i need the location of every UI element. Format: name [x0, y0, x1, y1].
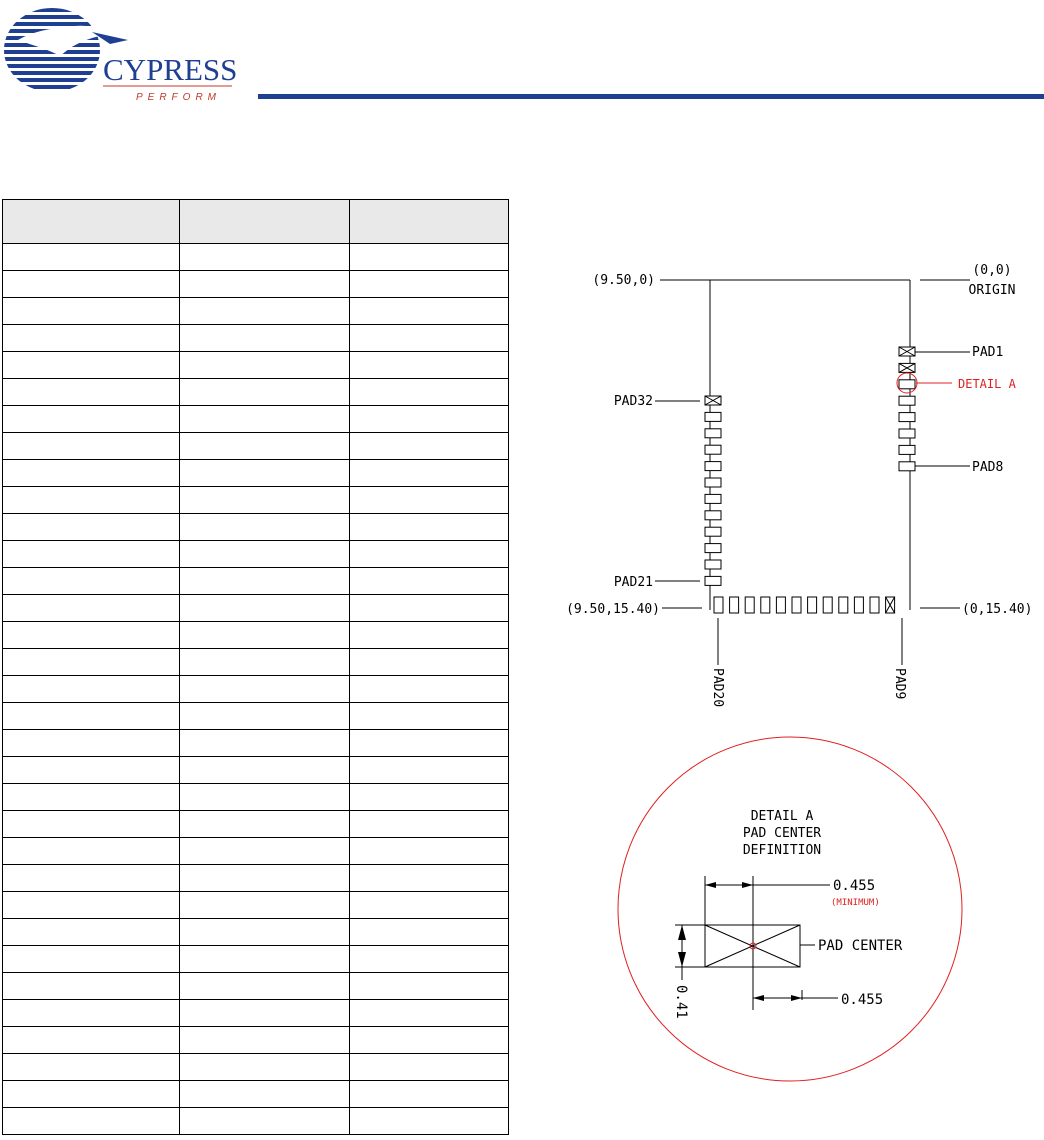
- pad9-label: PAD9: [892, 668, 907, 700]
- table-cell: [3, 568, 180, 595]
- table-header-cell: [3, 200, 180, 244]
- table-row: [3, 541, 509, 568]
- table-row: [3, 595, 509, 622]
- table-row: [3, 622, 509, 649]
- table-row: [3, 811, 509, 838]
- table-cell: [3, 244, 180, 271]
- table-cell: [350, 433, 509, 460]
- table-row: [3, 946, 509, 973]
- table-cell: [3, 622, 180, 649]
- pad-left: [705, 576, 721, 585]
- table-cell: [180, 892, 350, 919]
- table-cell: [3, 541, 180, 568]
- table-cell: [3, 892, 180, 919]
- table-cell: [180, 379, 350, 406]
- cypress-logo: [0, 0, 250, 108]
- table-cell: [350, 865, 509, 892]
- table-cell: [350, 1000, 509, 1027]
- table-row: [3, 730, 509, 757]
- dim-top-value: 0.455: [833, 878, 876, 894]
- table-cell: [3, 730, 180, 757]
- table-cell: [3, 649, 180, 676]
- table-row: [3, 892, 509, 919]
- table-cell: [180, 1081, 350, 1108]
- dim-top-note: (MINIMUM): [831, 898, 880, 908]
- pad-right: [899, 462, 915, 471]
- pad-bottom: [730, 597, 739, 613]
- pad-left: [705, 462, 721, 471]
- table-cell: [180, 919, 350, 946]
- origin-label: ORIGIN: [968, 283, 1016, 298]
- table-cell: [180, 865, 350, 892]
- table-cell: [350, 271, 509, 298]
- table-cell: [180, 838, 350, 865]
- pad-left: [705, 544, 721, 553]
- table-cell: [350, 352, 509, 379]
- table-cell: [180, 406, 350, 433]
- table-cell: [180, 487, 350, 514]
- pad-right: [899, 429, 915, 438]
- header-rule: [258, 94, 1044, 99]
- table-cell: [3, 352, 180, 379]
- table-cell: [350, 514, 509, 541]
- table-cell: [3, 406, 180, 433]
- table-cell: [3, 919, 180, 946]
- table-cell: [3, 838, 180, 865]
- table-row: [3, 865, 509, 892]
- table-cell: [180, 703, 350, 730]
- table-cell: [180, 298, 350, 325]
- pad-left: [705, 511, 721, 520]
- pad32-label: PAD32: [613, 394, 653, 409]
- table-cell: [350, 649, 509, 676]
- pad-left: [705, 494, 721, 503]
- table-cell: [180, 1027, 350, 1054]
- table-cell: [350, 973, 509, 1000]
- table-cell: [350, 244, 509, 271]
- detail-a-circle: [618, 737, 962, 1081]
- table-cell: [350, 730, 509, 757]
- table-row: [3, 649, 509, 676]
- table-cell: [3, 1108, 180, 1135]
- pad1-label: PAD1: [972, 345, 1004, 360]
- pad-bottom: [839, 597, 848, 613]
- table-cell: [350, 703, 509, 730]
- detail-title-1: DETAIL A: [750, 809, 814, 824]
- dim-height-value: 0.41: [673, 985, 689, 1019]
- table-cell: [350, 1054, 509, 1081]
- table-cell: [350, 1108, 509, 1135]
- table-row: [3, 838, 509, 865]
- table-cell: [3, 271, 180, 298]
- table-row: [3, 379, 509, 406]
- table-cell: [180, 325, 350, 352]
- pad-bottom: [745, 597, 754, 613]
- brand-name: CYPRESS: [103, 52, 238, 87]
- table-cell: [350, 784, 509, 811]
- table-cell: [3, 1000, 180, 1027]
- table-row: [3, 784, 509, 811]
- table-row: [3, 1108, 509, 1135]
- table-cell: [3, 433, 180, 460]
- table-cell: [180, 595, 350, 622]
- detail-a-label: DETAIL A: [958, 377, 1016, 391]
- table-cell: [350, 460, 509, 487]
- table-cell: [180, 811, 350, 838]
- table-cell: [3, 298, 180, 325]
- table-row: [3, 460, 509, 487]
- table-cell: [3, 973, 180, 1000]
- table-cell: [180, 1108, 350, 1135]
- pad-bottom: [808, 597, 817, 613]
- coord-top-left: (9.50,0): [592, 273, 655, 288]
- table-cell: [350, 757, 509, 784]
- table-row: [3, 298, 509, 325]
- table-cell: [180, 568, 350, 595]
- table-cell: [350, 298, 509, 325]
- pad-bottom: [761, 597, 770, 613]
- brand-tagline: PERFORM: [136, 92, 221, 103]
- table-cell: [180, 757, 350, 784]
- table-cell: [180, 622, 350, 649]
- table-row: [3, 244, 509, 271]
- table-cell: [180, 649, 350, 676]
- table-cell: [3, 757, 180, 784]
- pad-right: [899, 396, 915, 405]
- table-cell: [3, 460, 180, 487]
- table-cell: [3, 487, 180, 514]
- table-cell: [350, 919, 509, 946]
- table-cell: [180, 271, 350, 298]
- table-cell: [3, 1081, 180, 1108]
- pad-bottom: [792, 597, 801, 613]
- table-cell: [180, 784, 350, 811]
- table-cell: [350, 1081, 509, 1108]
- table-row: [3, 1027, 509, 1054]
- table-cell: [3, 379, 180, 406]
- table-cell: [350, 568, 509, 595]
- table-cell: [180, 973, 350, 1000]
- table-cell: [3, 514, 180, 541]
- table-row: [3, 352, 509, 379]
- pad-bottom: [823, 597, 832, 613]
- table-cell: [3, 784, 180, 811]
- pad-bottom: [714, 597, 723, 613]
- table-cell: [180, 460, 350, 487]
- table-row: [3, 676, 509, 703]
- table-row: [3, 514, 509, 541]
- pad-bottom: [854, 597, 863, 613]
- table-cell: [180, 433, 350, 460]
- table-cell: [180, 946, 350, 973]
- table-row: [3, 973, 509, 1000]
- table-row: [3, 406, 509, 433]
- table-row: [3, 1081, 509, 1108]
- table-row: [3, 919, 509, 946]
- table-row: [3, 271, 509, 298]
- table-header-row: [3, 200, 509, 244]
- pad-location-table: [2, 199, 509, 1135]
- pad-right: [899, 445, 915, 454]
- coord-bottom-left: (9.50,15.40): [566, 602, 660, 617]
- table-row: [3, 703, 509, 730]
- pad-left: [705, 445, 721, 454]
- table-row: [3, 757, 509, 784]
- table-cell: [350, 1027, 509, 1054]
- table-cell: [180, 1054, 350, 1081]
- detail-title-3: DEFINITION: [742, 843, 822, 858]
- table-row: [3, 1054, 509, 1081]
- table-cell: [350, 946, 509, 973]
- table-cell: [3, 325, 180, 352]
- dim-bottom-value: 0.455: [841, 992, 884, 1008]
- table-header-cell: [180, 200, 350, 244]
- pad-right: [899, 380, 915, 389]
- table-cell: [350, 325, 509, 352]
- coord-bottom-right: (0,15.40): [962, 602, 1033, 617]
- table-cell: [180, 676, 350, 703]
- detail-title-2: PAD CENTER: [742, 826, 822, 841]
- table-cell: [350, 541, 509, 568]
- table-cell: [3, 946, 180, 973]
- table-cell: [3, 676, 180, 703]
- table-cell: [180, 352, 350, 379]
- table-cell: [350, 379, 509, 406]
- table-row: [3, 325, 509, 352]
- table-cell: [350, 838, 509, 865]
- table-cell: [3, 811, 180, 838]
- pad-right: [899, 413, 915, 422]
- table-cell: [3, 865, 180, 892]
- pad-bottom: [870, 597, 879, 613]
- table-cell: [180, 1000, 350, 1027]
- table-cell: [350, 892, 509, 919]
- table-cell: [3, 1027, 180, 1054]
- pad-left: [705, 478, 721, 487]
- pad20-label: PAD20: [710, 668, 725, 708]
- pad-left: [705, 412, 721, 421]
- table-cell: [180, 541, 350, 568]
- origin-coord: (0,0): [972, 263, 1012, 278]
- table-row: [3, 433, 509, 460]
- pad-center-label: PAD CENTER: [818, 938, 903, 954]
- pad-left: [705, 527, 721, 536]
- table-row: [3, 1000, 509, 1027]
- table-header-cell: [350, 200, 509, 244]
- pad-layout-drawing: [540, 240, 1044, 1110]
- table-cell: [350, 811, 509, 838]
- table-row: [3, 487, 509, 514]
- table-cell: [350, 487, 509, 514]
- pad-left: [705, 560, 721, 569]
- table-cell: [350, 595, 509, 622]
- table-cell: [3, 1054, 180, 1081]
- table-cell: [350, 622, 509, 649]
- pad21-label: PAD21: [613, 575, 653, 590]
- detail-a-view: [618, 737, 962, 1081]
- table-cell: [3, 703, 180, 730]
- pad-bottom: [776, 597, 785, 613]
- table-cell: [350, 406, 509, 433]
- table-cell: [180, 730, 350, 757]
- table-cell: [3, 595, 180, 622]
- pad8-label: PAD8: [972, 460, 1004, 475]
- table-cell: [180, 514, 350, 541]
- pad-left: [705, 429, 721, 438]
- table-cell: [350, 676, 509, 703]
- table-row: [3, 568, 509, 595]
- table-cell: [180, 244, 350, 271]
